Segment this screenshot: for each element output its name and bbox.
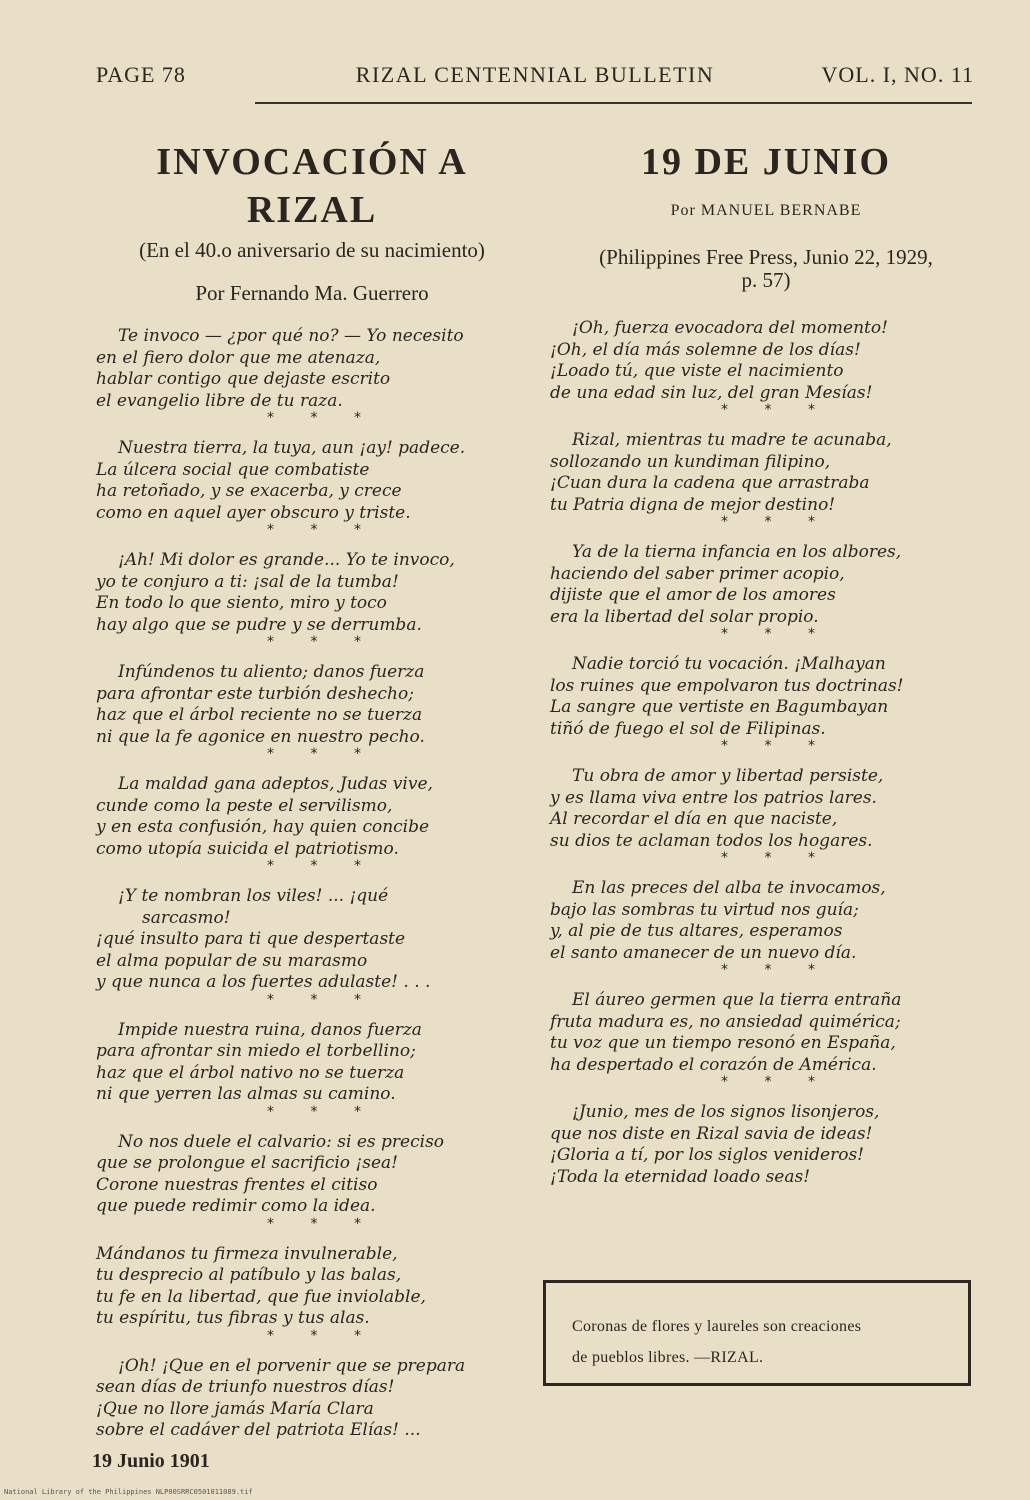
stanza-separator: * * * [721, 1074, 831, 1090]
stanza-separator: * * * [267, 1327, 377, 1344]
poem-line: Te invoco — ¿por qué no? — Yo necesito [118, 326, 464, 346]
poem-line: haciendo del saber primer acopio, [550, 563, 845, 584]
poem-line: los ruines que empolvaron tus doctrinas! [550, 675, 904, 696]
poem-line: ¡Loado tú, que viste el nacimiento [550, 361, 844, 381]
archive-footer: National Library of the Philippines NLP00SRRC0501011089.tif [4, 1488, 253, 1496]
stanza [96, 550, 532, 636]
poem-line: sean días de triunfo nuestros días! [96, 1377, 395, 1397]
poem-line: La maldad gana adeptos, Judas vive, [118, 774, 433, 794]
stanza [96, 886, 532, 994]
poem-line: ni que la fe agonice en nuestro pecho. [96, 726, 425, 747]
poem-line: ¡Oh, fuerza evocadora del momento! [572, 318, 888, 338]
stanza [96, 1132, 532, 1218]
poem-line: hablar contigo que dejaste escrito [96, 369, 391, 389]
poem-line: y, al pie de tus altares, esperamos [550, 921, 843, 941]
poem-line: como utopía suicida el patriotismo. [96, 838, 399, 859]
left-column [92, 130, 532, 1473]
poem-line: Impide nuestra ruina, danos fuerza [118, 1019, 422, 1040]
stanza-separator: * * * [721, 402, 831, 418]
poem-line: tu voz que un tiempo resonó en España, [550, 1033, 896, 1053]
right-poem-source-line2: p. 57) [741, 268, 791, 292]
poem-line: hay algo que se pudre y se derrumba. [96, 614, 422, 635]
poem-line: ¡Que no llore jamás María Clara [96, 1398, 374, 1419]
stanza-separator: * * * [267, 1215, 377, 1232]
poem-line: ¡qué insulto para ti que despertaste [96, 929, 406, 949]
rizal-quote [572, 1311, 950, 1373]
poem-line: Mándanos tu firmeza invulnerable, [96, 1243, 398, 1264]
poem-line: que nos diste en Rizal savia de ideas! [550, 1123, 873, 1144]
poem-line: el evangelio libre de tu raza. [96, 390, 343, 411]
poem-line: sobre el cadáver del patriota Elías! ... [96, 1420, 421, 1440]
poem-line: ¡Toda la eternidad loado seas! [550, 1166, 811, 1187]
right-poem-title: 19 DE JUNIO [640, 141, 892, 183]
poem-line: ¡Ah! Mi dolor es grande... Yo te invoco, [118, 550, 455, 570]
poem-line: en el fiero dolor que me atenaza, [96, 347, 381, 368]
left-poem-body [92, 326, 532, 1442]
poem-line: cunde como la peste el servilismo, [96, 795, 393, 816]
poem-line: haz que el árbol nativo no se tuerza [96, 1062, 405, 1083]
right-poem-source [546, 246, 986, 292]
stanza [550, 430, 986, 516]
stanza [96, 438, 532, 524]
poem-line: y es llama viva entre los patrios lares. [550, 787, 877, 808]
poem-line: La úlcera social que combatiste [96, 459, 370, 480]
stanza [550, 318, 986, 404]
poem-line: sollozando un kundiman filipino, [550, 451, 831, 472]
poem-line: Nuestra tierra, la tuya, aun ¡ay! padece. [118, 438, 466, 458]
poem-line: tu Patria digna de mejor destino! [550, 494, 836, 515]
poem-line: El áureo germen que la tierra entraña [572, 990, 902, 1010]
stanza [550, 766, 986, 852]
poem-line: que se prolongue el sacrificio ¡sea! [96, 1153, 399, 1173]
right-poem-source-line1: (Philippines Free Press, Junio 22, 1929, [599, 245, 933, 269]
quote-line-1: Coronas de flores y laureles son creaciones [572, 1318, 862, 1335]
left-poem-title: INVOCACIÓN A RIZAL [156, 141, 468, 231]
stanza-separator: * * * [721, 738, 831, 754]
stanza [96, 1244, 532, 1330]
poem-line: Rizal, mientras tu madre te acunaba, [572, 430, 892, 450]
publication-title: RIZAL CENTENNIAL BULLETIN [355, 62, 715, 87]
stanza [550, 990, 986, 1076]
poem-line: ¡Junio, mes de los signos lisonjeros, [572, 1102, 880, 1122]
poem-line: tu espíritu, tus fibras y tus alas. [96, 1308, 370, 1328]
poem-line: Corone nuestras frentes el citiso [96, 1174, 378, 1195]
stanza-separator: * * * [721, 514, 831, 530]
stanza-separator: * * * [267, 991, 377, 1008]
poem-line: ¡Oh! ¡Que en el porvenir que se prepara [118, 1355, 466, 1376]
poem-line: Nadie torció tu vocación. ¡Malhayan [572, 654, 886, 674]
right-column [546, 130, 986, 1188]
stanza [550, 878, 986, 964]
stanza-separator: * * * [721, 850, 831, 866]
poem-line: y que nunca a los fuertes adulaste! . . . [96, 972, 431, 992]
poem-line: No nos duele el calvario: si es preciso [118, 1131, 445, 1152]
poem-line: Al recordar el día en que naciste, [550, 809, 838, 829]
poem-line: para afrontar sin miedo el torbellino; [96, 1041, 416, 1061]
poem-line: era la libertad del solar propio. [550, 606, 819, 627]
poem-line: tu desprecio al patíbulo y las balas, [96, 1265, 402, 1285]
poem-line: de una edad sin luz, del gran Mesías! [550, 382, 873, 403]
stanza-separator: * * * [267, 858, 377, 874]
stanza-separator: * * * [721, 626, 831, 642]
poem-line: ¡Cuan dura la cadena que arrastraba [550, 473, 870, 493]
poem-line: tiñó de fuego el sol de Filipinas. [550, 718, 826, 739]
poem-line: el santo amanecer de un nuevo día. [550, 942, 857, 963]
poem-line: ha retoñado, y se exacerba, y crece [96, 481, 402, 501]
poem-line: yo te conjuro a ti: ¡sal de la tumba! [96, 571, 399, 592]
poem-line: ha despertado el corazón de América. [550, 1054, 877, 1075]
volume-number: VOL. I, NO. 11 [821, 62, 974, 87]
page-header [96, 62, 974, 92]
poem-line: La sangre que vertiste en Bagumbayan [550, 697, 889, 717]
poem-line: Tu obra de amor y libertad persiste, [572, 766, 884, 786]
header-rule [255, 102, 972, 104]
stanza-separator: * * * [267, 1103, 377, 1120]
poem-line: el alma popular de su marasmo [96, 950, 368, 971]
stanza [96, 1356, 532, 1442]
poem-line: como en aquel ayer obscuro y triste. [96, 502, 411, 523]
poem-line: ¡Y te nombran los viles! ... ¡qué [118, 886, 389, 906]
left-poem-subtitle: (En el 40.o aniversario de su nacimiento) [139, 238, 485, 262]
poem-line: sarcasmo! [142, 907, 231, 928]
page-number: PAGE 78 [96, 62, 186, 87]
stanza [550, 1102, 986, 1188]
stanza-separator: * * * [267, 410, 377, 426]
quote-line-2: de pueblos libres. —RIZAL. [572, 1349, 764, 1366]
left-poem-date: 19 Junio 1901 [92, 1449, 210, 1472]
stanza [96, 774, 532, 860]
poem-line: que puede redimir como la idea. [96, 1196, 376, 1216]
stanza-separator: * * * [267, 634, 377, 650]
poem-line: En las preces del alba te invocamos, [572, 878, 886, 898]
poem-line: ni que yerren las almas su camino. [96, 1084, 396, 1104]
poem-line: bajo las sombras tu virtud nos guía; [550, 899, 859, 920]
right-poem-author: Por MANUEL BERNABE [670, 202, 862, 219]
poem-line: ¡Gloria a tí, por los siglos venideros! [550, 1145, 865, 1165]
stanza-separator: * * * [267, 746, 377, 762]
poem-line: ¡Oh, el día más solemne de los días! [550, 339, 861, 360]
poem-line: En todo lo que siento, miro y toco [96, 593, 387, 613]
poem-line: y en esta confusión, hay quien concibe [96, 817, 430, 837]
stanza [96, 662, 532, 748]
poem-line: Ya de la tierna infancia en los albores, [572, 542, 902, 562]
poem-line: para afrontar este turbión deshecho; [96, 683, 414, 704]
stanza [96, 1020, 532, 1106]
poem-line: haz que el árbol reciente no se tuerza [96, 705, 423, 725]
stanza-separator: * * * [721, 962, 831, 978]
poem-line: dijiste que el amor de los amores [550, 585, 836, 605]
poem-line: fruta madura es, no ansiedad quimérica; [550, 1011, 901, 1032]
right-poem-body [546, 318, 986, 1188]
stanza [550, 654, 986, 740]
stanza [550, 542, 986, 628]
poem-line: su dios te aclaman todos los hogares. [550, 830, 873, 851]
stanza-separator: * * * [267, 522, 377, 538]
rizal-quote-box [543, 1280, 971, 1386]
poem-line: tu fe en la libertad, que fue inviolable, [96, 1286, 426, 1307]
left-poem-author: Por Fernando Ma. Guerrero [195, 281, 429, 305]
stanza [96, 326, 532, 412]
poem-line: Infúndenos tu aliento; danos fuerza [118, 662, 425, 682]
